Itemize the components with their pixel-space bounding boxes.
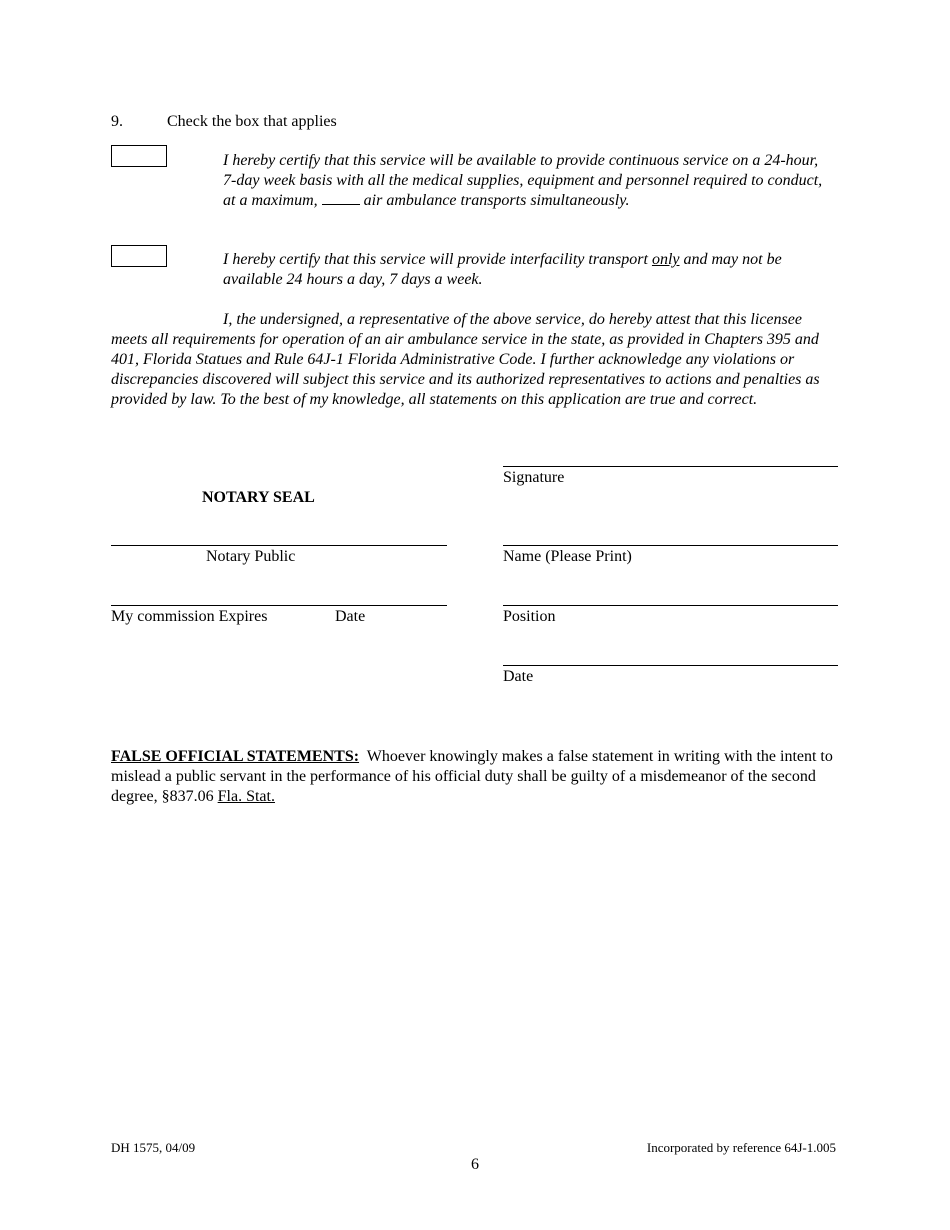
option-2-text-part2: and may not be available 24 hours a day, 7 days a week. — [223, 251, 782, 288]
position-label: Position — [503, 608, 556, 625]
option-2-text — [223, 250, 833, 290]
position-line[interactable] — [503, 605, 838, 606]
false-statements-citation: Fla. Stat. — [217, 788, 275, 805]
signature-label: Signature — [503, 469, 565, 486]
option-1-checkbox[interactable] — [111, 145, 167, 167]
false-statements-heading: FALSE OFFICIAL STATEMENTS: — [111, 748, 360, 765]
notary-seal-label: NOTARY SEAL — [202, 489, 315, 506]
name-line[interactable] — [503, 545, 838, 546]
option-2-text-part1: I hereby certify that this service will provide interfacility transport — [223, 251, 648, 268]
item-prompt: Check the box that applies — [167, 113, 337, 130]
item-number: 9. — [111, 113, 123, 130]
option-2-checkbox[interactable] — [111, 245, 167, 267]
signature-line[interactable] — [503, 466, 838, 467]
option-2-underlined-word: only — [651, 251, 680, 268]
option-1-text-part2: air ambulance transports simultaneously. — [363, 192, 630, 209]
notary-date-label: Date — [335, 608, 366, 625]
false-statements-paragraph — [111, 747, 839, 807]
option-1-text — [223, 151, 833, 211]
footer-reference: Incorporated by reference 64J-1.005 — [646, 1140, 836, 1155]
option-1-text-part1: I hereby certify that this service will be available to provide continuous service on a 24-hour, 7-day week basis with all the medical supplies, equipment and personnel required to conduct, at a maximum, — [223, 152, 823, 209]
transports-count-blank[interactable] — [322, 192, 360, 205]
signature-date-label: Date — [503, 668, 534, 685]
commission-expires-label: My commission Expires — [111, 608, 268, 625]
footer-form-id: DH 1575, 04/09 — [111, 1140, 196, 1155]
page-number: 6 — [471, 1156, 479, 1173]
notary-public-line[interactable] — [111, 545, 447, 546]
false-statements-body: Whoever knowingly makes a false statement in writing with the intent to mislead a public servant in the performance of his official duty shall be guilty of a misdemeanor of the second degree, §837.06 — [111, 748, 833, 805]
commission-expires-line[interactable] — [111, 605, 447, 606]
notary-public-label: Notary Public — [206, 548, 296, 565]
signature-date-line[interactable] — [503, 665, 838, 666]
name-label: Name (Please Print) — [503, 548, 632, 565]
attestation-paragraph: I, the undersigned, a representative of the above service, do hereby attest that this licensee meets all requirements for operation of an air ambulance service in the state, as provided in Chapters 395 and 401, Florida Statues and Rule 64J-1 Florida Administrative Code. I further acknowledge any violations or discrepancies discovered will subject this service and its authorized representatives to actions and penalties as provided by law. To the best of my knowledge, all statements on this application are true and correct. — [111, 311, 820, 408]
